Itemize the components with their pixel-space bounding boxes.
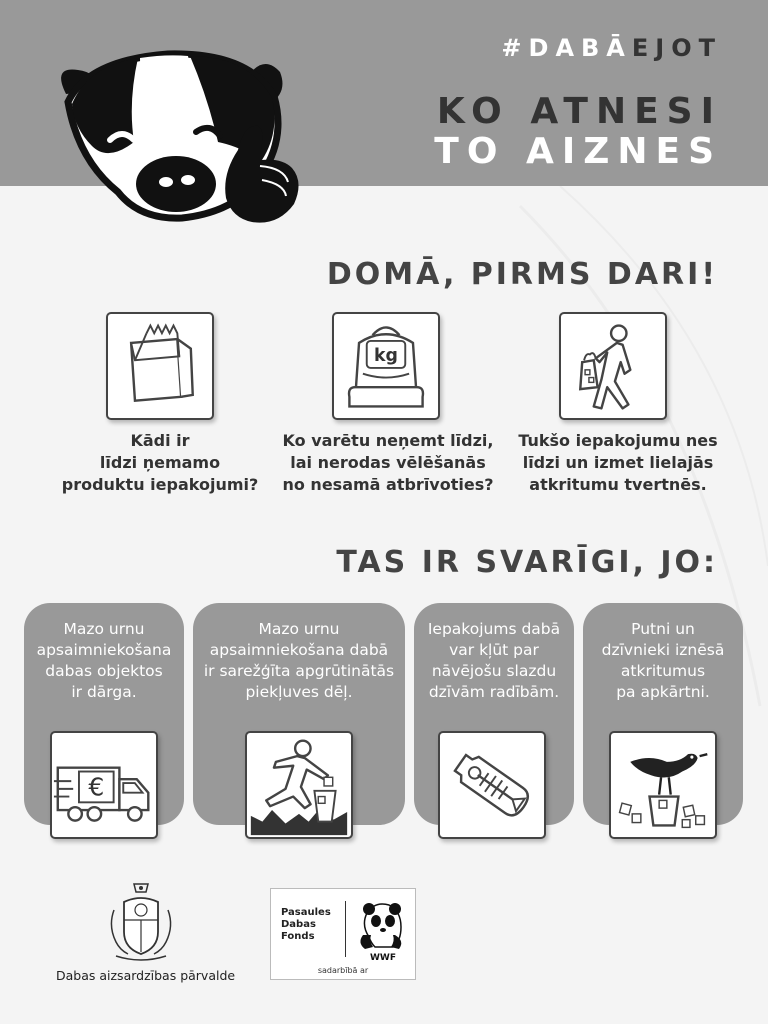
badger-mascot-icon xyxy=(48,42,308,227)
hashtag-title: #DABĀEJOT xyxy=(501,34,722,62)
svg-text:€: € xyxy=(88,772,105,802)
backpack-kg-icon xyxy=(332,312,440,420)
section-title-think: DOMĀ, PIRMS DARI! xyxy=(326,257,718,292)
tip-leave-behind: Ko varētu neņemt līdzi, lai nerodas vēlēšanās no nesamā atbrīvoties? xyxy=(282,431,494,494)
reason-card-animals: Putni un dzīvnieki iznēsā atkritumus pa apkārtni. xyxy=(583,603,743,825)
coat-of-arms-icon xyxy=(106,880,176,962)
paper-bag-icon xyxy=(106,312,214,420)
tip-packaging: Kādi ir līdzi ņemamo produktu iepakojumi? xyxy=(61,431,259,494)
agency-label: Dabas aizsardzības pārvalde xyxy=(56,968,236,983)
headline-line-2: TO AIZNES xyxy=(434,131,722,172)
wwf-label: WWF xyxy=(369,953,397,963)
reason-card-access: Mazo urnu apsaimniekošana dabā ir sarežģīta apgrūtinātās piekļuves dēļ. xyxy=(193,603,405,825)
panda-icon xyxy=(353,897,409,963)
fish-skeleton-bottle-icon xyxy=(438,731,546,839)
agency-logo xyxy=(56,880,236,983)
euro-truck-icon xyxy=(50,731,158,839)
partner-footnote: sadarbībā ar xyxy=(317,966,369,975)
headline-line-1: KO ATNESI xyxy=(436,91,722,132)
bird-on-trash-icon xyxy=(609,731,717,839)
section-title-important: TAS IR SVARĪGI, JO: xyxy=(336,545,718,580)
person-climbing-icon xyxy=(245,731,353,839)
partner-name: Pasaules Dabas Fonds xyxy=(281,907,331,942)
reason-card-cost: Mazo urnu apsaimniekošana dabas objektos ir dārga. € xyxy=(24,603,184,825)
wwf-partner-logo xyxy=(270,888,416,980)
reason-card-trap: Iepakojums dabā var kļūt par nāvējošu slazdu dzīvām radībām. xyxy=(414,603,574,825)
person-carrying-bag-icon xyxy=(559,312,667,420)
headline xyxy=(434,92,722,172)
kg-label: kg xyxy=(374,346,398,367)
tip-carry-back: Tukšo iepakojumu nes līdzi un izmet lielajās atkritumu tvertnēs. xyxy=(518,431,718,494)
divider xyxy=(345,901,346,957)
